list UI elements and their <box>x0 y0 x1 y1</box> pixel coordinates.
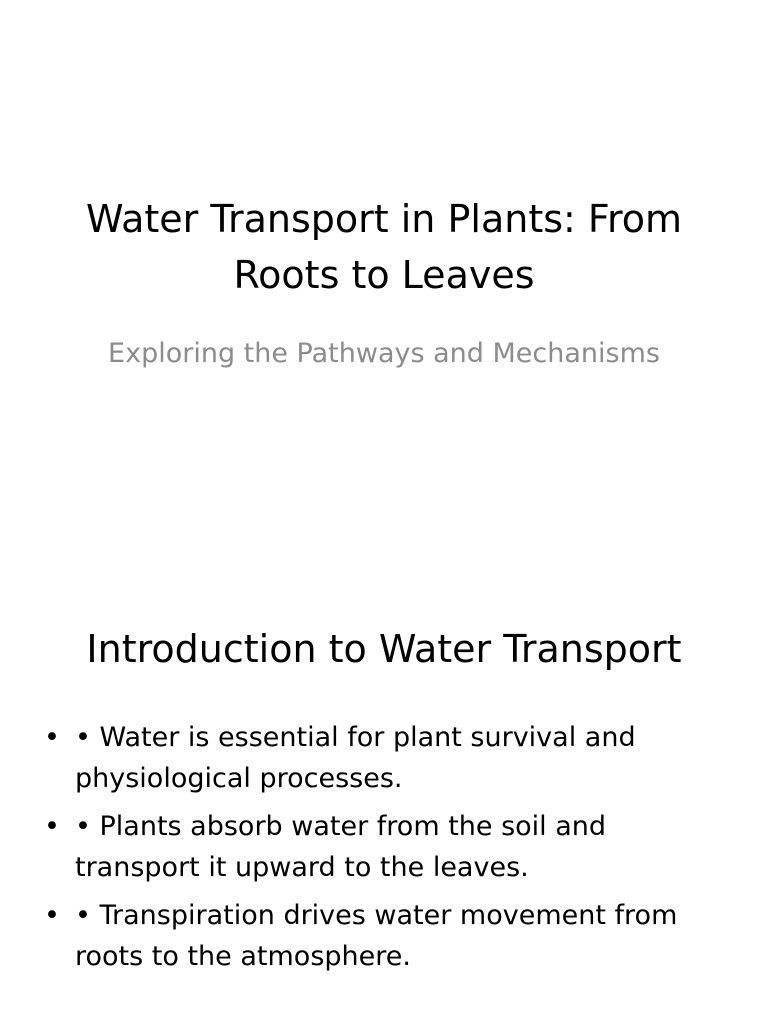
bullet-text: • Water is essential for plant survival and physiological processes. <box>75 722 636 794</box>
slide-title: Introduction to Water Transport <box>86 627 682 671</box>
bullet-text: • Plants absorb water from the soil and transport it upward to the leaves. <box>75 811 607 883</box>
bullet-dot-icon: • <box>44 811 60 842</box>
bullet-list <box>40 717 730 984</box>
slide-title: Water Transport in Plants: From Roots to Leaves <box>85 197 683 297</box>
slide-subtitle: Exploring the Pathways and Mechanisms <box>108 338 660 369</box>
bullet-item <box>40 806 730 888</box>
content-slide <box>0 512 768 1024</box>
bullet-item <box>40 895 730 977</box>
bullet-item <box>40 717 730 799</box>
bullet-text: • Transpiration drives water movement from roots to the atmosphere. <box>75 900 678 972</box>
bullet-dot-icon: • <box>44 900 60 931</box>
bullet-dot-icon: • <box>44 722 60 753</box>
